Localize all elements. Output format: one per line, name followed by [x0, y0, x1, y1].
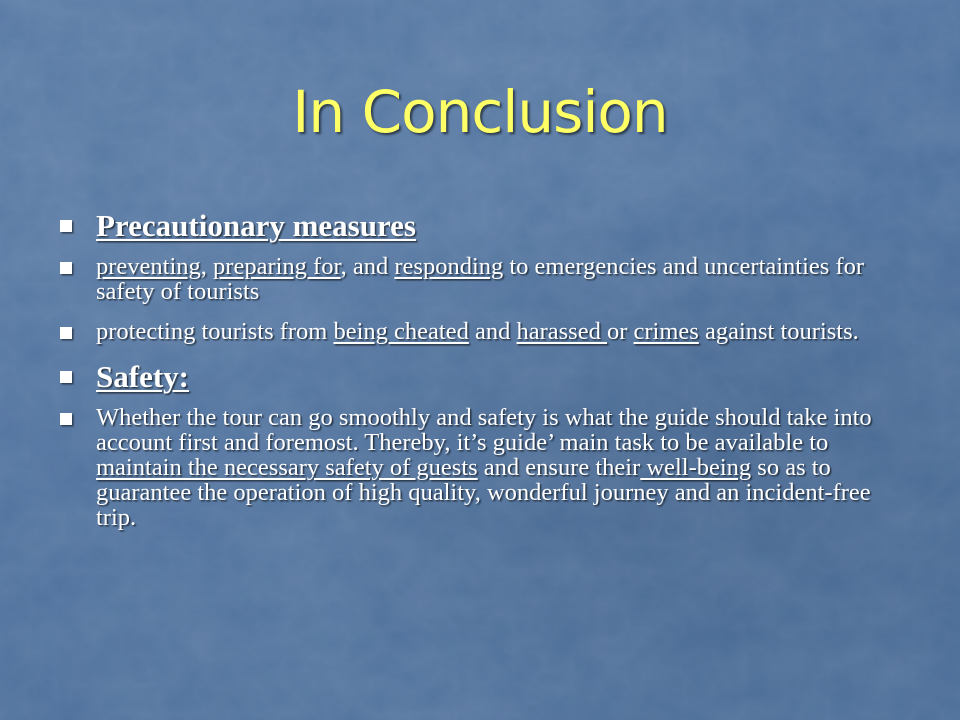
text-run: Whether the tour can go smoothly and safety is what the guide should take into account first and foremost. Thereby, it’s guide’ main task to be available to	[96, 404, 872, 456]
square-bullet-icon	[60, 413, 72, 425]
text-run: protecting tourists from	[96, 318, 334, 345]
bullet-heading	[58, 208, 908, 244]
square-bullet-icon	[60, 327, 72, 339]
underlined-text: crimes	[633, 318, 699, 345]
bullet-text	[96, 253, 864, 305]
bullet-item	[58, 254, 908, 304]
underlined-text: harassed	[516, 318, 607, 345]
bullet-text	[96, 359, 189, 394]
bullet-text	[96, 318, 859, 345]
bullet-text	[96, 208, 416, 243]
underlined-text: responding	[394, 253, 504, 280]
square-bullet-icon	[60, 371, 72, 383]
text-run: ,	[200, 253, 214, 280]
bullet-item	[58, 405, 908, 530]
text-run: and	[468, 318, 517, 345]
text-run: and ensure their	[477, 454, 641, 481]
slide-title: In Conclusion	[292, 78, 668, 146]
square-bullet-icon	[60, 262, 72, 274]
underlined-text: maintain the necessary safety of guests	[96, 454, 478, 481]
underlined-text: Safety:	[96, 359, 189, 394]
text-run: so as to guarantee the operation of high quality, wonderful journey and an incident-free trip.	[96, 454, 871, 531]
bullet-heading	[58, 359, 908, 395]
underlined-text: well-being	[640, 454, 752, 481]
bullet-text	[96, 404, 872, 531]
underlined-text: preparing for	[213, 253, 341, 280]
underlined-text: preventing	[96, 253, 201, 280]
bullet-list	[58, 208, 908, 545]
underlined-text: Precautionary measures	[96, 208, 416, 243]
text-run: against tourists.	[698, 318, 859, 345]
bullet-item	[58, 319, 908, 344]
square-bullet-icon	[60, 220, 72, 232]
text-run: to emergencies and uncertainties for safety of tourists	[96, 253, 865, 305]
text-run: or	[606, 318, 634, 345]
underlined-text: being cheated	[333, 318, 469, 345]
text-run: , and	[340, 253, 395, 280]
